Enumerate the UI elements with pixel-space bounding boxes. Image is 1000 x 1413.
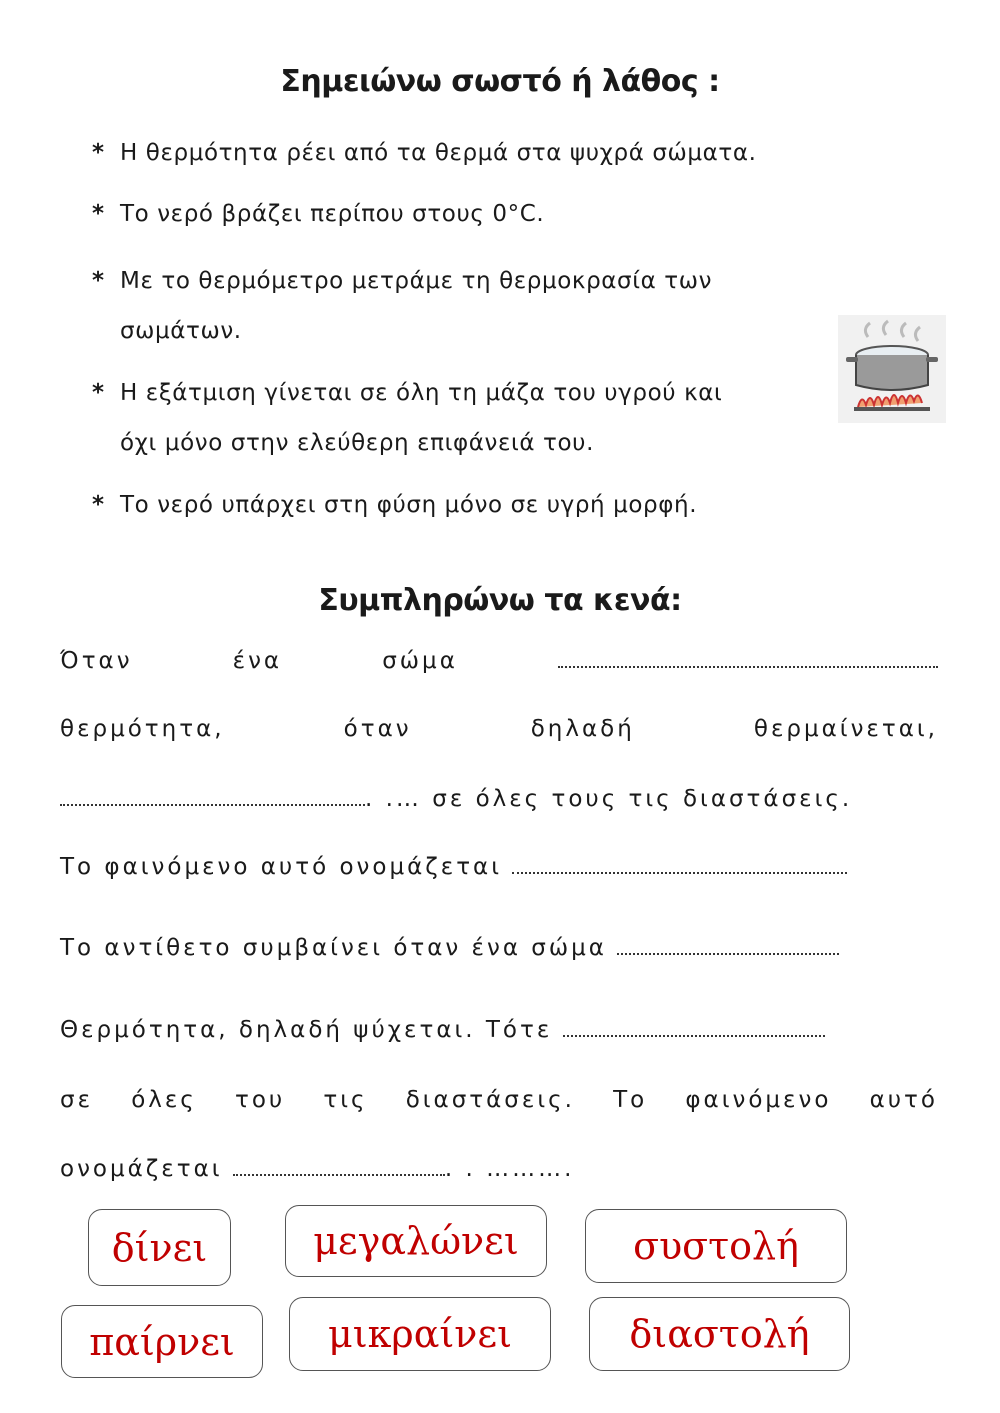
word: ένα (232, 648, 283, 674)
line-text: . .… σε όλες τους τις διαστάσεις. (365, 786, 853, 812)
blank-field[interactable] (60, 786, 365, 806)
word-card[interactable]: διαστολή (589, 1297, 850, 1371)
line-text: . . ………. (444, 1156, 575, 1182)
bullet-star: * (92, 201, 105, 227)
tf-statement[interactable] (92, 189, 544, 239)
statement-text-continued: όχι μόνο στην ελεύθερη επιφάνειά του. (120, 430, 594, 456)
bullet-star: * (92, 380, 105, 406)
blank-field[interactable] (512, 854, 847, 874)
fill-blanks-title: Συμπληρώνω τα κενά: (318, 583, 682, 618)
bullet-star: * (92, 268, 105, 294)
fill-line (60, 716, 938, 742)
word-card[interactable]: μεγαλώνει (285, 1205, 547, 1277)
fill-line (60, 854, 938, 880)
blank-field[interactable] (617, 935, 839, 955)
fill-line (60, 1156, 938, 1182)
word: δηλαδή (530, 716, 635, 742)
fill-line (60, 1017, 938, 1043)
word-card[interactable]: μικραίνει (289, 1297, 551, 1371)
fill-line (60, 786, 938, 812)
word-card[interactable]: δίνει (88, 1209, 231, 1286)
statement-text: Η εξάτμιση γίνεται σε όλη τη μάζα του υγρού και (120, 380, 723, 406)
word: τις (323, 1087, 368, 1113)
line-text: Το φαινόμενο αυτό ονομάζεται (60, 854, 502, 880)
line-text: Θερμότητα, δηλαδή ψύχεται. Τότε (60, 1017, 553, 1043)
statement-text: Το νερό βράζει περίπου στους 0°C. (120, 201, 545, 227)
word: Το (613, 1087, 648, 1113)
word: όλες (131, 1087, 197, 1113)
statement-text: Η θερμότητα ρέει από τα θερμά στα ψυχρά σώματα. (120, 140, 757, 166)
fill-line (60, 648, 938, 674)
word: θερμαίνεται, (753, 716, 938, 742)
line-text: Το αντίθετο συμβαίνει όταν ένα σώμα (60, 935, 607, 961)
tf-statement[interactable] (92, 128, 757, 178)
true-false-title: Σημειώνω σωστό ή λάθος : (280, 64, 720, 99)
word: όταν (343, 716, 412, 742)
fill-line (60, 1087, 938, 1113)
boiling-pot-icon (838, 315, 946, 423)
blank-field[interactable] (558, 648, 938, 668)
bullet-star: * (92, 492, 105, 518)
tf-statement[interactable] (92, 256, 712, 356)
statement-text: Το νερό υπάρχει στη φύση μόνο σε υγρή μορφή. (120, 492, 698, 518)
word: φαινόμενο (685, 1087, 832, 1113)
word: διαστάσεις. (405, 1087, 575, 1113)
tf-statement[interactable] (92, 368, 722, 468)
word: Όταν (60, 648, 133, 674)
statement-text-continued: σωμάτων. (120, 318, 242, 344)
fill-line (60, 935, 938, 961)
blank-field[interactable] (563, 1017, 825, 1037)
word: σε (60, 1087, 94, 1113)
statement-text: Με το θερμόμετρο μετράμε τη θερμοκρασία των (120, 268, 713, 294)
tf-statement[interactable] (92, 480, 697, 530)
word: σώμα (382, 648, 458, 674)
word-card[interactable]: παίρνει (61, 1305, 263, 1378)
word-card[interactable]: συστολή (585, 1209, 847, 1283)
word: θερμότητα, (60, 716, 225, 742)
word: του (234, 1087, 286, 1113)
word: αυτό (869, 1087, 938, 1113)
line-text: ονομάζεται (60, 1156, 223, 1182)
blank-field[interactable] (233, 1156, 445, 1176)
bullet-star: * (92, 140, 105, 166)
